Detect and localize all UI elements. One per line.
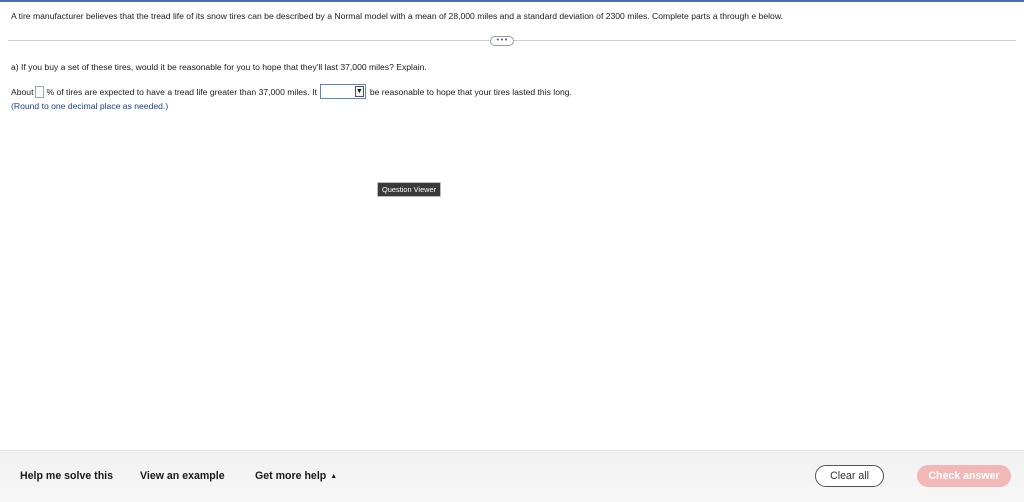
get-more-help-label: Get more help [255, 470, 327, 482]
clear-all-button[interactable]: Clear all [815, 465, 884, 487]
part-a-answer-line [11, 84, 572, 99]
check-answer-button[interactable]: Check answer [917, 465, 1011, 487]
part-a-question: a) If you buy a set of these tires, would it be reasonable for you to hope that they'll last 37,000 miles? Explain. [11, 62, 427, 72]
rounding-note: (Round to one decimal place as needed.) [11, 101, 169, 111]
expand-more-button[interactable]: ••• [490, 36, 514, 46]
caret-up-icon: ▲ [330, 473, 338, 480]
get-more-help-button[interactable] [255, 470, 337, 482]
percent-input[interactable] [35, 86, 44, 98]
reasonable-select[interactable] [320, 84, 366, 99]
view-example-button[interactable]: View an example [140, 470, 225, 482]
top-accent-rule [0, 0, 1024, 2]
help-me-solve-button[interactable]: Help me solve this [20, 470, 114, 482]
dropdown-arrow-icon[interactable]: ▼ [355, 88, 363, 95]
question-viewer-button[interactable]: Question Viewer [377, 182, 441, 197]
about-label: About [11, 86, 34, 97]
percent-explanation-text: % of tires are expected to have a tread life greater than 37,000 miles. It [46, 86, 317, 97]
reasonable-explanation-text: be reasonable to hope that your tires lasted this long. [369, 86, 572, 97]
problem-statement: A tire manufacturer believes that the tread life of its snow tires can be described by a Normal model with a mean of 28,000 miles and a standard deviation of 2300 miles. Complete parts a through e below. [11, 11, 783, 21]
